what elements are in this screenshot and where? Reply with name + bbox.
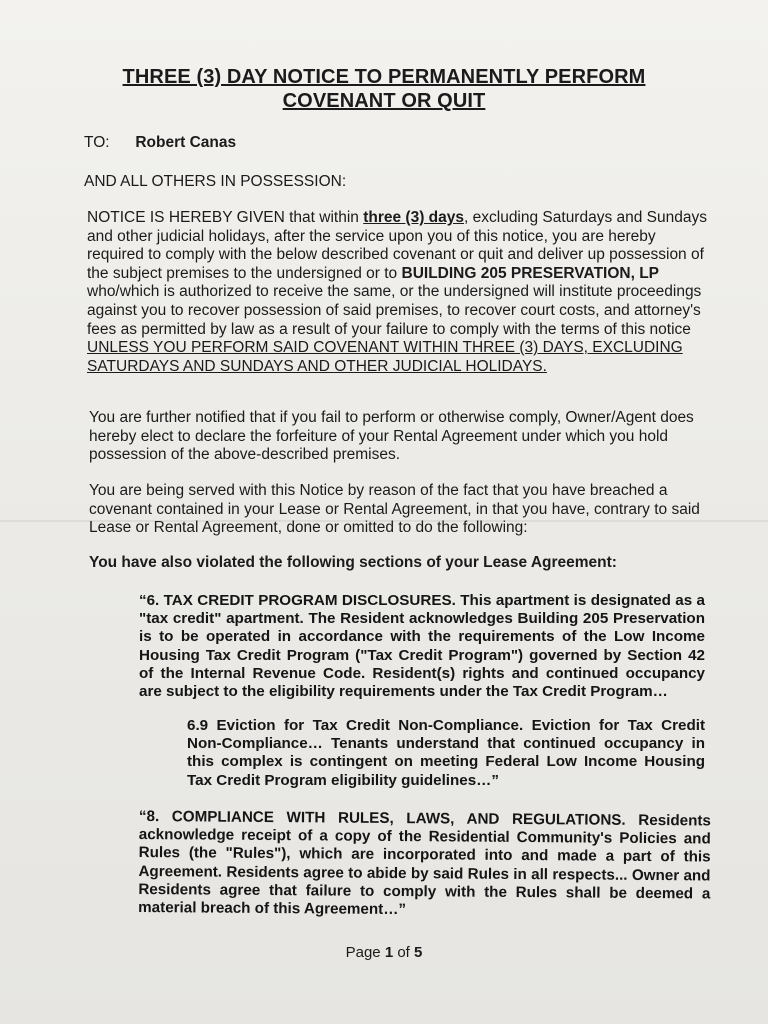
current-page: 1 [384,944,394,961]
notice-title [0,65,768,113]
others-in-possession: AND ALL OTHERS IN POSSESSION: [84,173,347,190]
recipient-name: Robert Canas [135,134,237,151]
lease-section-6-9-quote: 6.9 Eviction for Tax Credit Non-Compliance. Eviction for Tax Credit Non-Compliance… Tenants understand that continued occupancy in this complex is contingent on meeting Federal Low Income Housing Tax Credit Program eligibility guidelines…” [187,717,705,789]
breach-paragraph: You are being served with this Notice by reason of the fact that you have breached a covenant contained in your Lease or Rental Agreement, in that you have, contrary to said Lease or Rental Agreement, done or omitted to do the following: [89,482,700,537]
notice-period: three (3) days [363,209,465,226]
notice-title-line-2: COVENANT OR QUIT [282,90,486,112]
notice-title-line-1: THREE (3) DAY NOTICE TO PERMANENTLY PERFORM [122,66,646,88]
page-label: Page [345,944,381,961]
of-label: of [397,944,410,961]
owner-name: BUILDING 205 PRESERVATION, LP [401,264,660,282]
recipient-label: TO: [84,134,110,151]
violated-sections-heading: You have also violated the following sections of your Lease Agreement: [89,554,617,571]
recipient-line [84,134,236,152]
forfeiture-paragraph: You are further notified that if you fail to perform or otherwise comply, Owner/Agent does hereby elect to declare the forfeiture of your Rental Agreement under which you hold possession of the above-described premises. [89,409,694,464]
notice-paragraph [87,209,707,376]
lease-section-8-quote: “8. COMPLIANCE WITH RULES, LAWS, AND REGULATIONS. Residents acknowledge receipt of a copy of the Residential Community's Policies and Rules (the "Rules"), which are incorporated into and made a part of this Agreement. Residents agree to abide by said Rules in all respects... Owner and Residents agree that failure to comply with the Rules shall be deemed a material breach of this Agreement…” [138,808,711,919]
notice-paragraph-text-3: who/which is authorized to receive the same, or the undersigned will institute proceedings against you to recover possession of said premises, to recover court costs, and attorney's fees as permitted by law as a result of your failure to comply with the terms of this notice [87,283,702,338]
notice-paragraph-text-1: NOTICE IS HEREBY GIVEN that within [87,209,364,226]
perform-covenant-clause: UNLESS YOU PERFORM SAID COVENANT WITHIN THREE (3) DAYS, EXCLUDING SATURDAYS AND SUNDAYS AND OTHER JUDICIAL HOLIDAYS. [87,339,683,375]
total-pages: 5 [414,944,423,961]
page-number-footer [0,944,768,961]
lease-section-6-quote: “6. TAX CREDIT PROGRAM DISCLOSURES. This apartment is designated as a "tax credit" apartment. The Resident acknowledges Building 205 Preservation is to be operated in accordance with the requirements of the Low Income Housing Tax Credit Program ("Tax Credit Program") governed by Section 42 of the Internal Revenue Code. Resident(s) rights and continued occupancy are subject to the eligibility requirements under the Tax Credit Program… [139,592,705,701]
notice-paragraph-text-2: , excluding Saturdays and Sundays and other judicial holidays, after the service upon you of this notice, you are hereby required to comply with the below described covenant or quit and deliver up possession of the subject premises to the undersigned or to [87,209,708,282]
